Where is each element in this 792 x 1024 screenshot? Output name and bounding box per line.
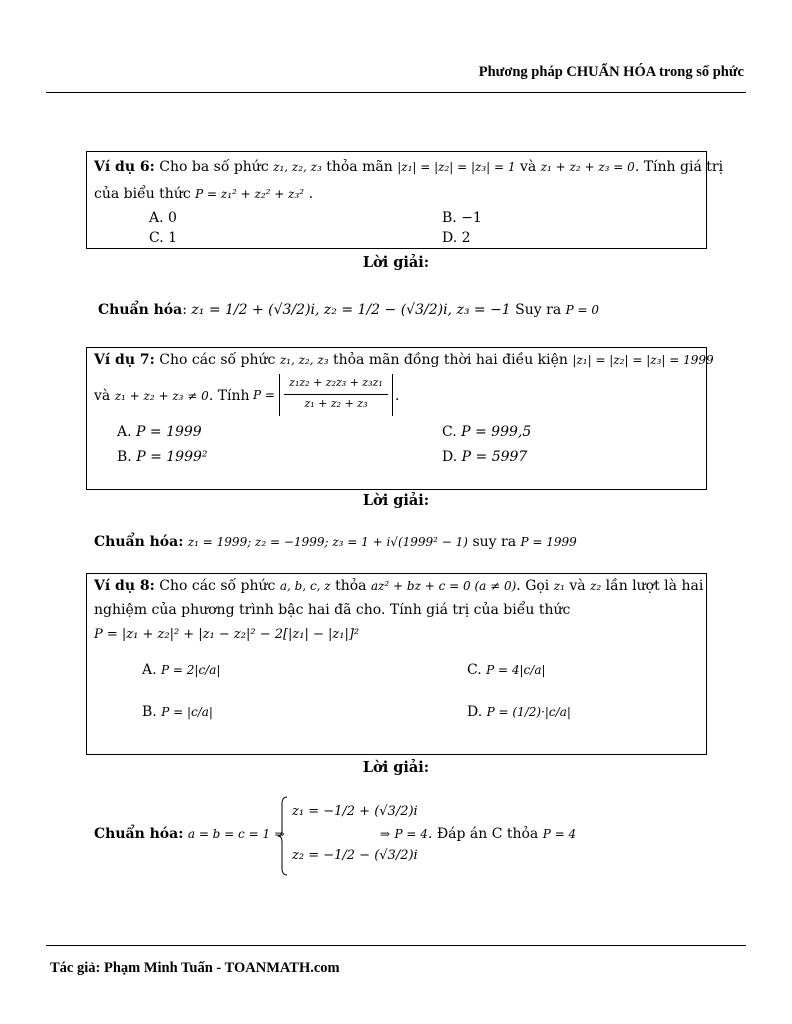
sol8-result: P = 4 xyxy=(542,827,577,841)
header-divider xyxy=(46,92,746,93)
ex8-expr: P = |z₁ + z₂|² + |z₁ − z₂|² − 2[|z₁| − |z₁|]² xyxy=(94,627,360,642)
ex8-option-b-value: P = |c/a| xyxy=(161,705,213,719)
ex6-label: Ví dụ 6: xyxy=(94,159,155,175)
ex6-option-a: A. 0 xyxy=(149,210,177,226)
ex7-text1: Cho các số phức xyxy=(159,352,276,368)
sol6-label: Chuẩn hóa xyxy=(98,302,183,318)
ex7-dot: . xyxy=(395,388,400,404)
sol8-text: . Đáp án C thỏa xyxy=(427,826,539,842)
sol7-result: P = 1999 xyxy=(520,535,577,549)
ex8-option-b-letter: B. xyxy=(142,704,157,720)
ex7-label: Ví dụ 7: xyxy=(94,352,155,368)
sol7-title: Lời giải: xyxy=(362,492,430,509)
ex6-line2 xyxy=(94,186,313,202)
ex6-line2a: của biểu thức xyxy=(94,186,191,202)
ex8-text1: Cho các số phức xyxy=(159,578,276,594)
ex8-text3: . Gọi xyxy=(516,578,550,594)
left-brace-icon xyxy=(278,796,288,876)
sol8-block xyxy=(94,792,694,882)
ex6-cond2: z₁ + z₂ + z₃ = 0 xyxy=(540,160,635,174)
ex7-cond2: z₁ + z₂ + z₃ ≠ 0 xyxy=(114,389,209,403)
ex7-option-c-value: P = 999,5 xyxy=(461,424,532,440)
sol8-label: Chuẩn hóa: xyxy=(94,826,184,842)
ex8-text4: và xyxy=(569,578,586,594)
ex8-option-c-letter: C. xyxy=(467,662,482,678)
example-8-box xyxy=(86,573,707,755)
sol7-label: Chuẩn hóa: xyxy=(94,534,184,550)
ex7-option-d xyxy=(442,449,527,465)
ex6-text4: . Tính giá trị xyxy=(634,159,724,175)
ex7-option-a-value: P = 1999 xyxy=(136,424,202,440)
ex7-line2b: . Tính xyxy=(208,388,250,404)
ex6-expr: P = z₁² + z₂² + z₃² xyxy=(195,187,305,201)
ex7-option-c-letter: C. xyxy=(442,424,457,440)
ex8-option-d xyxy=(467,704,571,720)
ex8-line2: nghiệm của phương trình bậc hai đã cho. Tính giá trị của biểu thức xyxy=(94,602,571,618)
sol7-formula: z₁ = 1999; z₂ = −1999; z₃ = 1 + i√(1999² − 1) xyxy=(187,535,468,549)
ex8-vars: a, b, c, z xyxy=(279,579,331,593)
ex7-expr-lhs: P = xyxy=(253,388,275,402)
ex6-line1 xyxy=(94,159,723,175)
ex7-line2 xyxy=(94,388,250,404)
ex7-vars: z₁, z₂, z₃ xyxy=(279,353,329,367)
ex6-cond1: |z₁| = |z₂| = |z₃| = 1 xyxy=(397,160,516,174)
ex7-cond1: |z₁| = |z₂| = |z₃| = 1999 xyxy=(572,353,714,367)
implies-arrow-icon-2: ⇒ xyxy=(380,827,391,841)
ex7-option-d-value: P = 5997 xyxy=(461,449,528,465)
ex7-option-b-letter: B. xyxy=(117,449,132,465)
ex8-equation: az² + bz + c = 0 (a ≠ 0) xyxy=(370,579,517,593)
ex8-z2: z₂ xyxy=(590,579,602,593)
example-6-box xyxy=(86,151,724,249)
sol7-line xyxy=(94,534,577,550)
sol6-formula: z₁ = 1/2 + (√3/2)i, z₂ = 1/2 − (√3/2)i, z₃ = −1 xyxy=(191,302,511,318)
ex6-text2: thỏa mãn xyxy=(326,159,393,175)
ex7-denominator: z₁ + z₂ + z₃ xyxy=(304,397,368,410)
ex8-option-d-value: P = (1/2)·|c/a| xyxy=(486,705,571,719)
sol8-title: Lời giải: xyxy=(362,759,430,776)
ex8-text5: lần lượt là hai xyxy=(605,578,704,594)
ex7-option-b xyxy=(117,449,208,465)
ex8-option-c-value: P = 4|c/a| xyxy=(486,663,546,677)
sol6-result: P = 0 xyxy=(565,303,600,317)
sol8-cond: a = b = c = 1 xyxy=(187,827,271,841)
footer-divider xyxy=(46,945,746,946)
ex8-option-c xyxy=(467,662,546,678)
ex8-option-a-letter: A. xyxy=(142,662,157,678)
ex8-label: Ví dụ 8: xyxy=(94,578,155,594)
ex8-option-d-letter: D. xyxy=(467,704,483,720)
ex7-option-c xyxy=(442,424,531,440)
ex7-option-a-letter: A. xyxy=(117,424,132,440)
sol6-line xyxy=(98,302,599,318)
ex6-dot: . xyxy=(308,186,314,202)
sol8-left xyxy=(94,826,285,842)
ex8-option-a xyxy=(142,662,220,678)
sol8-system-line2: z₂ = −1/2 − (√3/2)i xyxy=(292,848,418,863)
sol6-colon: : xyxy=(182,302,187,318)
ex7-abs-bars xyxy=(279,374,393,416)
ex8-z1: z₁ xyxy=(553,579,565,593)
ex8-option-a-value: P = 2|c/a| xyxy=(161,663,221,677)
sol8-system-line1: z₁ = −1/2 + (√3/2)i xyxy=(292,804,418,819)
sol7-text: suy ra xyxy=(472,534,517,550)
ex6-vars: z₁, z₂, z₃ xyxy=(273,160,322,174)
sol8-implies: P = 4 xyxy=(394,827,428,841)
page-header-title: Phương pháp CHUẨN HÓA trong số phức xyxy=(478,64,744,80)
sol6-text: Suy ra xyxy=(515,302,562,318)
ex6-option-c: C. 1 xyxy=(149,230,178,246)
ex8-option-b xyxy=(142,704,213,720)
ex6-option-b: B. −1 xyxy=(442,210,482,226)
ex7-line1 xyxy=(94,352,714,368)
ex6-option-d: D. 2 xyxy=(442,230,471,246)
ex7-fraction-bar xyxy=(284,394,388,395)
ex7-numerator: z₁z₂ + z₂z₃ + z₃z₁ xyxy=(289,376,383,389)
footer-author: Tác giả: Phạm Minh Tuấn - TOANMATH.com xyxy=(50,960,340,976)
ex8-text2: thỏa xyxy=(335,578,367,594)
ex7-option-a xyxy=(117,424,202,440)
ex6-text3: và xyxy=(520,159,537,175)
ex7-option-d-letter: D. xyxy=(442,449,458,465)
sol8-right xyxy=(380,826,576,842)
example-7-box xyxy=(86,347,714,490)
ex7-option-b-value: P = 1999² xyxy=(136,449,208,465)
ex8-line1 xyxy=(94,578,703,594)
ex7-text2: thỏa mãn đồng thời hai điều kiện xyxy=(332,352,568,368)
sol6-title: Lời giải: xyxy=(362,254,430,271)
ex7-line2a: và xyxy=(94,388,111,404)
implies-arrow-icon: ⇒ xyxy=(274,827,285,841)
ex6-text1: Cho ba số phức xyxy=(159,159,269,175)
